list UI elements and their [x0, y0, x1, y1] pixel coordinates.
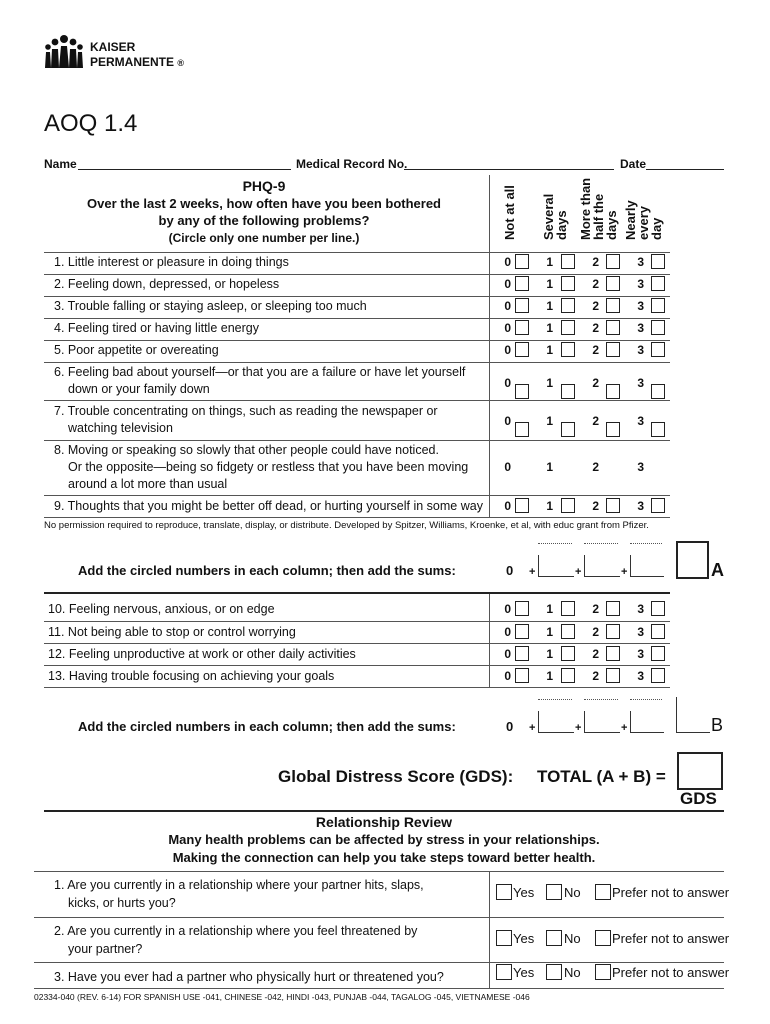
- phq-item-8-text-line2: Or the opposite—being so fidgety or restless that you have been moving: [68, 460, 469, 474]
- score-2-checkbox[interactable]: [606, 422, 620, 437]
- section-rule: [44, 592, 670, 594]
- sum-a-plus-1: +: [529, 566, 536, 578]
- score-2-checkbox[interactable]: [606, 498, 620, 513]
- score-2-checkbox[interactable]: [606, 624, 620, 639]
- score-1-checkbox[interactable]: [561, 298, 575, 313]
- score-2-label: 2: [592, 602, 599, 616]
- col-header-3-line2: every: [636, 206, 651, 240]
- section-rule: [44, 810, 724, 812]
- score-1-label: 1: [546, 299, 553, 313]
- score-1-label: 1: [546, 277, 553, 291]
- score-1-checkbox[interactable]: [561, 276, 575, 291]
- col-header-nearly-every-day: [624, 200, 663, 240]
- yes-label: Yes: [513, 931, 535, 946]
- col-header-2-line2: half the: [591, 193, 606, 240]
- score-3-label: 3: [637, 255, 644, 269]
- yes-checkbox[interactable]: [496, 884, 512, 900]
- col-header-1-line2: days: [554, 210, 569, 240]
- score-1-checkbox[interactable]: [561, 646, 575, 661]
- score-2-checkbox[interactable]: [606, 384, 620, 399]
- score-2-checkbox[interactable]: [606, 646, 620, 661]
- score-2-checkbox[interactable]: [606, 320, 620, 335]
- score-2-label: 2: [592, 460, 599, 474]
- sum-b-col1-top: [538, 699, 572, 700]
- sum-a-col3-top: [630, 543, 662, 544]
- score-2-label: 2: [592, 414, 599, 428]
- phq-item-7-text-line1: 7. Trouble concentrating on things, such as reading the newspaper or: [54, 404, 438, 418]
- sum-b-zero: 0: [506, 719, 514, 734]
- brand-line2: [90, 55, 184, 69]
- score-3-label: 3: [637, 602, 644, 616]
- score-0-label: 0: [504, 460, 511, 474]
- sum-b-col2-field[interactable]: [584, 711, 620, 733]
- col-header-3-line1: Nearly: [623, 200, 638, 240]
- col-header-1-line1: Several: [541, 193, 556, 240]
- score-3-label: 3: [637, 414, 644, 428]
- phq-question-line1: Over the last 2 weeks, how often have you been bothered: [87, 196, 441, 211]
- col-header-several-days: [542, 194, 568, 240]
- no-checkbox[interactable]: [546, 964, 562, 980]
- no-label: No: [564, 885, 581, 900]
- relationship-subtitle1: Many health problems can be affected by stress in your relationships.: [168, 832, 600, 847]
- score-2-label: 2: [592, 669, 599, 683]
- score-0-checkbox[interactable]: [515, 668, 529, 683]
- phq-question-line2: by any of the following problems?: [158, 213, 370, 228]
- sum-a-letter: A: [711, 560, 724, 580]
- kaiser-logo: [44, 34, 194, 82]
- score-2-label: 2: [592, 255, 599, 269]
- table-rule: [44, 440, 670, 441]
- table-rule: [44, 687, 670, 688]
- yes-checkbox[interactable]: [496, 930, 512, 946]
- no-label: No: [564, 965, 581, 980]
- score-0-checkbox[interactable]: [515, 320, 529, 335]
- table-rule: [34, 988, 724, 989]
- score-2-label: 2: [592, 343, 599, 357]
- score-1-checkbox[interactable]: [561, 342, 575, 357]
- score-1-checkbox[interactable]: [561, 422, 575, 437]
- gad-item-13-text: 13. Having trouble focusing on achieving your goals: [48, 669, 335, 683]
- prefer-not-checkbox[interactable]: [595, 930, 611, 946]
- score-0-label: 0: [504, 321, 511, 335]
- score-1-label: 1: [546, 499, 553, 513]
- yes-checkbox[interactable]: [496, 964, 512, 980]
- score-3-label: 3: [637, 299, 644, 313]
- table-rule: [44, 340, 670, 341]
- table-rule: [44, 621, 670, 622]
- gad-item-10-text: 10. Feeling nervous, anxious, or on edge: [48, 602, 275, 616]
- relationship-q1-line2: kicks, or hurts you?: [68, 896, 176, 910]
- phq-item-6-text-line1: 6. Feeling bad about yourself—or that you are a failure or have let yourself: [54, 365, 466, 379]
- score-3-checkbox[interactable]: [651, 342, 665, 357]
- score-2-checkbox[interactable]: [606, 276, 620, 291]
- brand-mark: ®: [177, 58, 184, 68]
- prefer-not-label: Prefer not to answer: [612, 931, 730, 946]
- relationship-title: Relationship Review: [315, 814, 453, 830]
- gds-total-label: TOTAL (A + B) =: [537, 767, 666, 786]
- score-0-checkbox[interactable]: [515, 646, 529, 661]
- score-0-label: 0: [504, 299, 511, 313]
- mrn-label: Medical Record No.: [296, 157, 408, 171]
- score-1-label: 1: [546, 669, 553, 683]
- score-3-checkbox[interactable]: [651, 601, 665, 616]
- gds-total-box[interactable]: [677, 752, 723, 790]
- score-2-checkbox[interactable]: [606, 601, 620, 616]
- table-rule: [44, 296, 670, 297]
- score-2-checkbox[interactable]: [606, 254, 620, 269]
- score-3-checkbox[interactable]: [651, 668, 665, 683]
- sum-b-plus-2: +: [575, 722, 582, 734]
- relationship-q1-line1: 1. Are you currently in a relationship where your partner hits, slaps,: [54, 878, 424, 892]
- sum-b-col1-field[interactable]: [538, 711, 574, 733]
- score-3-label: 3: [637, 277, 644, 291]
- table-rule: [44, 252, 670, 253]
- sum-a-col1-field[interactable]: [538, 555, 574, 577]
- gad-item-11-text: 11. Not being able to stop or control worrying: [48, 625, 296, 639]
- score-1-label: 1: [546, 647, 553, 661]
- table-rule: [44, 495, 670, 496]
- score-1-label: 1: [546, 255, 553, 269]
- score-0-label: 0: [504, 625, 511, 639]
- phq-item-7-text-line2: watching television: [68, 421, 173, 435]
- table-rule: [44, 400, 670, 401]
- sum-a-col1-top: [538, 543, 572, 544]
- score-0-label: 0: [504, 277, 511, 291]
- phq-item-8-text-line3: around a lot more than usual: [68, 477, 228, 491]
- sum-a-col2-field[interactable]: [584, 555, 620, 577]
- relationship-q3-line1: 3. Have you ever had a partner who physically hurt or threatened you?: [54, 970, 444, 984]
- col-header-more-than-half: [579, 178, 618, 240]
- score-0-label: 0: [504, 602, 511, 616]
- score-2-label: 2: [592, 321, 599, 335]
- phq-item-5-text: 5. Poor appetite or overeating: [54, 343, 219, 357]
- score-1-checkbox[interactable]: [561, 254, 575, 269]
- yes-label: Yes: [513, 885, 535, 900]
- score-0-checkbox[interactable]: [515, 601, 529, 616]
- score-0-label: 0: [504, 255, 511, 269]
- table-rule: [34, 871, 724, 872]
- prefer-not-label: Prefer not to answer: [612, 885, 730, 900]
- score-1-label: 1: [546, 321, 553, 335]
- score-0-label: 0: [504, 499, 511, 513]
- table-rule: [44, 274, 670, 275]
- phq-item-8-text-line1: 8. Moving or speaking so slowly that other people could have noticed.: [54, 443, 439, 457]
- score-1-checkbox[interactable]: [561, 384, 575, 399]
- score-3-label: 3: [637, 669, 644, 683]
- sum-a-total-box[interactable]: [676, 541, 709, 579]
- sum-a-zero: 0: [506, 563, 514, 578]
- score-3-checkbox[interactable]: [651, 646, 665, 661]
- sum-b-col2-top: [584, 699, 618, 700]
- phq-item-4-text: 4. Feeling tired or having little energy: [54, 321, 259, 335]
- column-divider: [489, 252, 490, 517]
- kaiser-logo-icon: [44, 34, 84, 74]
- table-rule: [44, 517, 670, 518]
- score-3-checkbox[interactable]: [651, 624, 665, 639]
- score-1-checkbox[interactable]: [561, 668, 575, 683]
- score-2-checkbox[interactable]: [606, 668, 620, 683]
- no-checkbox[interactable]: [546, 884, 562, 900]
- phq-item-9-text: 9. Thoughts that you might be better off dead, or hurting yourself in some way: [54, 499, 483, 513]
- score-3-label: 3: [637, 625, 644, 639]
- score-1-checkbox[interactable]: [561, 601, 575, 616]
- score-3-label: 3: [637, 321, 644, 335]
- col-header-3-line3: day: [649, 217, 664, 240]
- sum-b-plus-3: +: [621, 722, 628, 734]
- score-0-checkbox[interactable]: [515, 498, 529, 513]
- sum-a-label: Add the circled numbers in each column; then add the sums:: [78, 563, 456, 578]
- brand-name: PERMANENTE: [90, 55, 175, 69]
- prefer-not-label: Prefer not to answer: [612, 965, 730, 980]
- score-0-label: 0: [504, 669, 511, 683]
- score-3-checkbox[interactable]: [651, 276, 665, 291]
- header-divider: [489, 175, 490, 252]
- score-3-checkbox[interactable]: [651, 320, 665, 335]
- permission-note: No permission required to reproduce, translate, display, or distribute. Developed by Spitzer, Williams, Kroenke, et al, with educ grant from Pfizer.: [44, 520, 649, 531]
- no-label: No: [564, 931, 581, 946]
- score-1-label: 1: [546, 376, 553, 390]
- score-1-label: 1: [546, 602, 553, 616]
- score-0-label: 0: [504, 376, 511, 390]
- sum-b-col3-top: [630, 699, 662, 700]
- footer-code: 02334-040 (REV. 6-14) FOR SPANISH USE -041, CHINESE -042, HINDI -043, PUNJAB -044, TAGALOG -045, VIETNAMESE -046: [34, 992, 530, 1002]
- column-divider: [489, 594, 490, 687]
- brand-line1: KAISER: [90, 40, 136, 54]
- score-1-label: 1: [546, 414, 553, 428]
- prefer-not-checkbox[interactable]: [595, 884, 611, 900]
- gds-box-caption: GDS: [680, 789, 717, 808]
- score-2-label: 2: [592, 499, 599, 513]
- score-1-checkbox[interactable]: [561, 498, 575, 513]
- sum-b-col3-field[interactable]: [630, 711, 664, 733]
- phq-item-2-text: 2. Feeling down, depressed, or hopeless: [54, 277, 280, 291]
- table-rule: [44, 665, 670, 666]
- score-2-label: 2: [592, 299, 599, 313]
- col-header-2-line3: days: [604, 210, 619, 240]
- score-0-checkbox[interactable]: [515, 422, 529, 437]
- table-rule: [44, 362, 670, 363]
- yes-label: Yes: [513, 965, 535, 980]
- score-2-label: 2: [592, 277, 599, 291]
- relationship-subtitle2: Making the connection can help you take steps toward better health.: [172, 850, 596, 865]
- score-0-checkbox[interactable]: [515, 298, 529, 313]
- score-2-checkbox[interactable]: [606, 298, 620, 313]
- table-rule: [44, 643, 670, 644]
- sum-b-letter: B: [711, 715, 724, 735]
- score-0-label: 0: [504, 647, 511, 661]
- gds-label: Global Distress Score (GDS):: [278, 767, 514, 786]
- score-1-label: 1: [546, 625, 553, 639]
- name-label: Name: [44, 157, 77, 171]
- score-3-checkbox[interactable]: [651, 254, 665, 269]
- sum-a-plus-2: +: [575, 566, 582, 578]
- score-3-checkbox[interactable]: [651, 298, 665, 313]
- score-0-label: 0: [504, 343, 511, 357]
- date-label: Date: [620, 157, 647, 171]
- phq-instruction: (Circle only one number per line.): [168, 231, 360, 245]
- sum-a-plus-3: +: [621, 566, 628, 578]
- score-3-label: 3: [637, 647, 644, 661]
- sum-a-col2-top: [584, 543, 618, 544]
- phq-item-6-text-line2: down or your family down: [68, 382, 210, 396]
- col-header-2-line1: More than: [578, 177, 593, 240]
- name-field[interactable]: [78, 169, 291, 170]
- phq-title: PHQ-9: [242, 178, 286, 194]
- relationship-q2-line2: your partner?: [68, 942, 143, 956]
- no-checkbox[interactable]: [546, 930, 562, 946]
- score-0-checkbox[interactable]: [515, 276, 529, 291]
- col-header-0-line1: Not at all: [502, 185, 517, 240]
- score-3-label: 3: [637, 343, 644, 357]
- score-3-label: 3: [637, 376, 644, 390]
- score-2-label: 2: [592, 647, 599, 661]
- score-3-checkbox[interactable]: [651, 498, 665, 513]
- score-0-checkbox[interactable]: [515, 384, 529, 399]
- date-field[interactable]: [646, 169, 724, 170]
- phq-item-1-text: 1. Little interest or pleasure in doing things: [54, 255, 289, 269]
- score-1-label: 1: [546, 460, 553, 474]
- score-2-label: 2: [592, 376, 599, 390]
- gad-item-12-text: 12. Feeling unproductive at work or other daily activities: [48, 647, 356, 661]
- sum-b-label: Add the circled numbers in each column; then add the sums:: [78, 719, 456, 734]
- sum-a-col3-field[interactable]: [630, 555, 664, 577]
- col-header-not-at-all: [503, 185, 516, 240]
- score-3-checkbox[interactable]: [651, 384, 665, 399]
- score-3-label: 3: [637, 499, 644, 513]
- score-1-label: 1: [546, 343, 553, 357]
- column-divider: [489, 871, 490, 988]
- mrn-field[interactable]: [404, 169, 614, 170]
- sum-b-plus-1: +: [529, 722, 536, 734]
- table-rule: [34, 917, 724, 918]
- score-3-label: 3: [637, 460, 644, 474]
- score-0-checkbox[interactable]: [515, 342, 529, 357]
- phq-item-3-text: 3. Trouble falling or staying asleep, or sleeping too much: [54, 299, 367, 313]
- score-0-checkbox[interactable]: [515, 254, 529, 269]
- table-rule: [34, 962, 724, 963]
- score-1-checkbox[interactable]: [561, 320, 575, 335]
- score-2-checkbox[interactable]: [606, 342, 620, 357]
- table-rule: [44, 318, 670, 319]
- score-0-label: 0: [504, 414, 511, 428]
- form-title: AOQ 1.4: [44, 110, 138, 137]
- score-2-label: 2: [592, 625, 599, 639]
- score-3-checkbox[interactable]: [651, 422, 665, 437]
- score-0-checkbox[interactable]: [515, 624, 529, 639]
- prefer-not-checkbox[interactable]: [595, 964, 611, 980]
- score-1-checkbox[interactable]: [561, 624, 575, 639]
- sum-b-total-field[interactable]: [676, 697, 710, 733]
- relationship-q2-line1: 2. Are you currently in a relationship where you feel threatened by: [54, 924, 418, 938]
